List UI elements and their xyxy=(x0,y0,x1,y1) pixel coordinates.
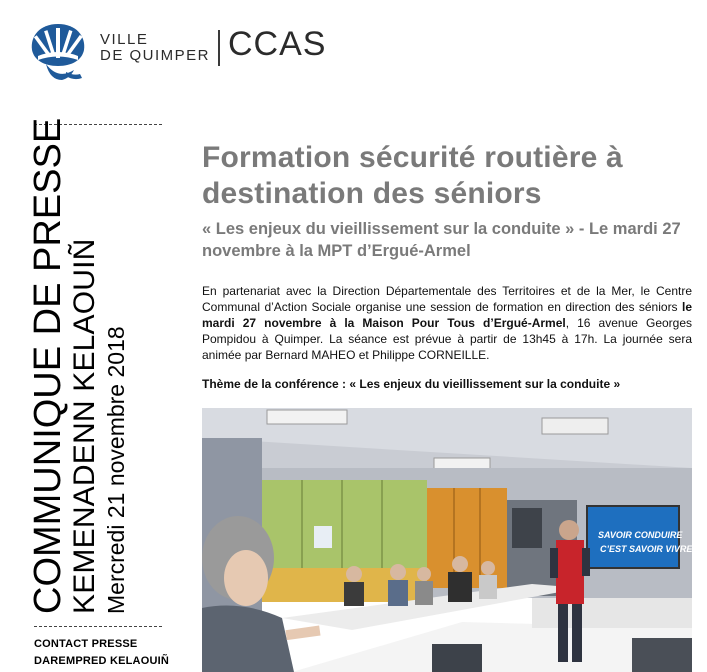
brand-separator xyxy=(218,30,220,66)
conference-photo xyxy=(202,408,692,672)
press-release-date: Mercredi 21 novembre 2018 xyxy=(103,326,129,614)
brand-quimper-text: DE QUIMPER xyxy=(100,47,211,64)
body-text-bold: le mardi 27 novembre à la Maison Pour Tous d’Ergué-Armel xyxy=(202,300,692,330)
conference-theme: Thème de la conférence : « Les enjeux du vieillissement sur la conduite » xyxy=(202,377,621,391)
screen-text-line2: C’EST SAVOIR VIVRE xyxy=(600,544,692,554)
vertical-press-heading xyxy=(27,117,168,614)
brand-ccas-text: CCAS xyxy=(228,25,327,63)
body-text-part1: En partenariat avec la Direction Départementale des Territoires et de la Mer, le Centre Communal d’Action Sociale organise une session de formation en direction des séniors xyxy=(202,284,692,314)
article-subtitle: « Les enjeux du vieillissement sur la conduite » - Le mardi 27 novembre à la MPT d’Ergué-Armel xyxy=(202,220,681,260)
sidebar-rule-bottom xyxy=(34,626,162,627)
press-release-heading-breton: KEMENADENN KELAOUIÑ xyxy=(68,238,101,614)
press-release-heading: COMMUNIQUE DE PRESSE xyxy=(27,117,69,614)
contact-heading-breton: DAREMPRED KELAOUIÑ xyxy=(34,655,169,667)
brand-ville-text: VILLE xyxy=(100,31,149,48)
quimper-shell-logo-icon xyxy=(24,18,92,82)
article-body xyxy=(202,283,692,363)
body-text-part2: , 16 avenue Georges Pompidou à Quimper. La séance est prévue à partir de 13h45 à 17h. La journée sera animée par Bernard MAHEO et Philippe CORNEILLE. xyxy=(202,316,693,362)
screen-text-line1: SAVOIR CONDUIRE xyxy=(598,530,683,540)
contact-heading: CONTACT PRESSE xyxy=(34,638,138,650)
article-title: Formation sécurité routière à destination des séniors xyxy=(202,141,623,210)
conference-photo-illustration xyxy=(202,408,692,672)
